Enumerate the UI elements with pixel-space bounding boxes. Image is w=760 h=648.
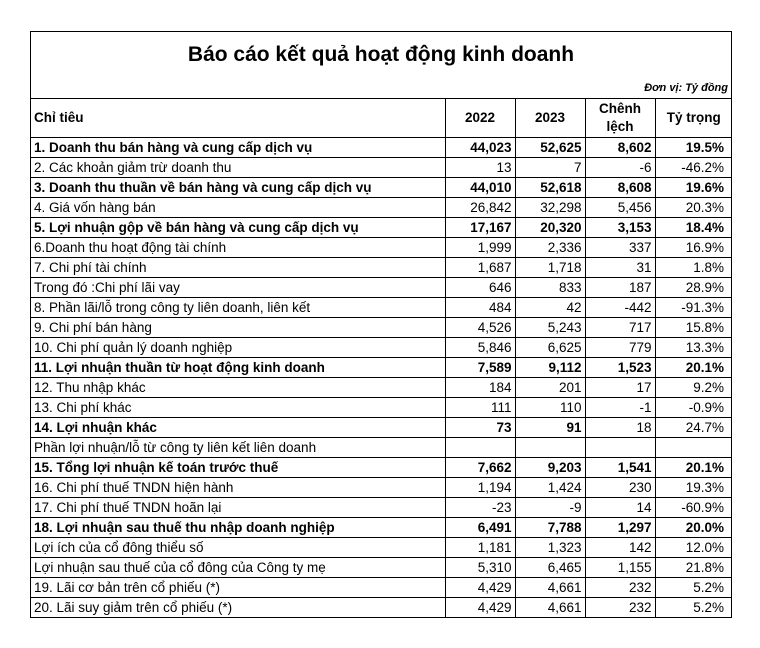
row-value-2023: 110 <box>515 398 585 418</box>
row-value-2022: 111 <box>445 398 515 418</box>
row-difference: 5,456 <box>585 198 655 218</box>
row-difference: 1,155 <box>585 558 655 578</box>
row-label: Phần lợi nhuận/lỗ từ công ty liên kết liên doanh <box>31 438 445 458</box>
report-title: Báo cáo kết quả hoạt động kinh doanh <box>187 43 575 66</box>
row-share: 20.0% <box>655 518 732 538</box>
header-2022: 2022 <box>445 99 515 138</box>
row-share: 24.7% <box>655 418 732 438</box>
table-header-row <box>31 99 732 138</box>
row-value-2023: 9,203 <box>515 458 585 478</box>
row-share: 9.2% <box>655 378 732 398</box>
table-row <box>31 338 732 358</box>
row-label: Trong đó :Chi phí lãi vay <box>31 278 445 298</box>
row-value-2022: 5,310 <box>445 558 515 578</box>
row-share: 21.8% <box>655 558 732 578</box>
row-difference: 18 <box>585 418 655 438</box>
table-row <box>31 458 732 478</box>
row-value-2023: 9,112 <box>515 358 585 378</box>
row-difference: 31 <box>585 258 655 278</box>
row-value-2023: 52,625 <box>515 138 585 158</box>
row-label: Lợi nhuận sau thuế của cổ đông của Công ty mẹ <box>31 558 445 578</box>
row-share: -46.2% <box>655 158 732 178</box>
row-difference: 337 <box>585 238 655 258</box>
row-share: -0.9% <box>655 398 732 418</box>
row-difference: 3,153 <box>585 218 655 238</box>
header-difference-line2: lệch <box>606 119 634 134</box>
row-share: 5.2% <box>655 578 732 598</box>
row-difference: 187 <box>585 278 655 298</box>
row-value-2023: 6,465 <box>515 558 585 578</box>
row-value-2023: 20,320 <box>515 218 585 238</box>
row-value-2022 <box>445 438 515 458</box>
table-row <box>31 318 732 338</box>
header-indicator: Chỉ tiêu <box>31 99 445 138</box>
row-value-2022: 1,999 <box>445 238 515 258</box>
row-label: 17. Chi phí thuế TNDN hoãn lại <box>31 498 445 518</box>
row-value-2022: 4,526 <box>445 318 515 338</box>
table-row <box>31 238 732 258</box>
row-value-2023: 1,424 <box>515 478 585 498</box>
row-label: Lợi ích của cổ đông thiểu số <box>31 538 445 558</box>
row-share: 28.9% <box>655 278 732 298</box>
income-statement-table <box>31 98 732 617</box>
row-difference: -442 <box>585 298 655 318</box>
row-value-2023: 2,336 <box>515 238 585 258</box>
row-difference: 230 <box>585 478 655 498</box>
table-row <box>31 598 732 618</box>
table-row <box>31 578 732 598</box>
row-difference: 232 <box>585 578 655 598</box>
table-row <box>31 158 732 178</box>
table-row <box>31 358 732 378</box>
table-row <box>31 278 732 298</box>
row-label: 9. Chi phí bán hàng <box>31 318 445 338</box>
row-value-2022: 6,491 <box>445 518 515 538</box>
table-row <box>31 438 732 458</box>
row-label: 20. Lãi suy giảm trên cổ phiếu (*) <box>31 598 445 618</box>
row-difference: 1,523 <box>585 358 655 378</box>
row-value-2022: 7,662 <box>445 458 515 478</box>
unit-note: Đơn vị: Tỷ đồng <box>644 82 728 94</box>
row-value-2022: 17,167 <box>445 218 515 238</box>
row-difference: 142 <box>585 538 655 558</box>
row-label: 10. Chi phí quản lý doanh nghiệp <box>31 338 445 358</box>
row-value-2022: 184 <box>445 378 515 398</box>
table-row <box>31 378 732 398</box>
row-difference: 14 <box>585 498 655 518</box>
row-label: 19. Lãi cơ bản trên cổ phiếu (*) <box>31 578 445 598</box>
row-share: 16.9% <box>655 238 732 258</box>
row-value-2022: 4,429 <box>445 598 515 618</box>
table-row <box>31 198 732 218</box>
row-value-2023: 833 <box>515 278 585 298</box>
row-label: 12. Thu nhập khác <box>31 378 445 398</box>
row-value-2023: 1,718 <box>515 258 585 278</box>
table-row <box>31 498 732 518</box>
table-body <box>31 138 732 618</box>
income-statement-report <box>30 31 732 618</box>
header-2023: 2023 <box>515 99 585 138</box>
row-value-2022: 44,023 <box>445 138 515 158</box>
row-value-2022: 13 <box>445 158 515 178</box>
row-value-2023: 42 <box>515 298 585 318</box>
row-share: -60.9% <box>655 498 732 518</box>
row-share: 19.3% <box>655 478 732 498</box>
row-value-2022: 5,846 <box>445 338 515 358</box>
row-value-2023: 7 <box>515 158 585 178</box>
table-row <box>31 538 732 558</box>
table-row <box>31 298 732 318</box>
row-difference: 8,602 <box>585 138 655 158</box>
row-label: 11. Lợi nhuận thuần từ hoạt động kinh doanh <box>31 358 445 378</box>
row-difference <box>585 438 655 458</box>
row-difference: 8,608 <box>585 178 655 198</box>
row-label: 15. Tổng lợi nhuận kế toán trước thuế <box>31 458 445 478</box>
row-label: 18. Lợi nhuận sau thuế thu nhập doanh nghiệp <box>31 518 445 538</box>
table-row <box>31 138 732 158</box>
row-label: 6.Doanh thu hoạt động tài chính <box>31 238 445 258</box>
row-share: 13.3% <box>655 338 732 358</box>
row-value-2023: 4,661 <box>515 598 585 618</box>
row-value-2023: 6,625 <box>515 338 585 358</box>
table-row <box>31 258 732 278</box>
row-value-2023: 4,661 <box>515 578 585 598</box>
row-value-2022: 26,842 <box>445 198 515 218</box>
row-label: 4. Giá vốn hàng bán <box>31 198 445 218</box>
row-value-2022: 73 <box>445 418 515 438</box>
row-value-2023: -9 <box>515 498 585 518</box>
table-row <box>31 218 732 238</box>
table-row <box>31 518 732 538</box>
row-share <box>655 438 732 458</box>
row-value-2022: 484 <box>445 298 515 318</box>
row-value-2023 <box>515 438 585 458</box>
row-label: 7. Chi phí tài chính <box>31 258 445 278</box>
row-value-2022: -23 <box>445 498 515 518</box>
row-share: -91.3% <box>655 298 732 318</box>
row-value-2022: 1,181 <box>445 538 515 558</box>
row-difference: -6 <box>585 158 655 178</box>
row-difference: -1 <box>585 398 655 418</box>
row-difference: 1,541 <box>585 458 655 478</box>
row-label: 2. Các khoản giảm trừ doanh thu <box>31 158 445 178</box>
row-share: 20.1% <box>655 358 732 378</box>
row-difference: 17 <box>585 378 655 398</box>
row-value-2023: 5,243 <box>515 318 585 338</box>
row-label: 5. Lợi nhuận gộp về bán hàng và cung cấp dịch vụ <box>31 218 445 238</box>
row-share: 15.8% <box>655 318 732 338</box>
row-label: 14. Lợi nhuận khác <box>31 418 445 438</box>
header-difference <box>585 99 655 138</box>
row-label: 3. Doanh thu thuần về bán hàng và cung cấp dịch vụ <box>31 178 445 198</box>
header-share: Tỷ trọng <box>655 99 732 138</box>
row-label: 1. Doanh thu bán hàng và cung cấp dịch vụ <box>31 138 445 158</box>
row-value-2023: 1,323 <box>515 538 585 558</box>
row-difference: 779 <box>585 338 655 358</box>
row-value-2022: 4,429 <box>445 578 515 598</box>
row-value-2023: 52,618 <box>515 178 585 198</box>
table-row <box>31 398 732 418</box>
table-row <box>31 558 732 578</box>
row-value-2022: 1,687 <box>445 258 515 278</box>
row-value-2022: 646 <box>445 278 515 298</box>
row-value-2023: 91 <box>515 418 585 438</box>
row-value-2023: 201 <box>515 378 585 398</box>
row-share: 19.6% <box>655 178 732 198</box>
row-value-2023: 32,298 <box>515 198 585 218</box>
row-label: 13. Chi phí khác <box>31 398 445 418</box>
row-share: 1.8% <box>655 258 732 278</box>
row-value-2023: 7,788 <box>515 518 585 538</box>
row-label: 8. Phần lãi/lỗ trong công ty liên doanh, liên kết <box>31 298 445 318</box>
row-share: 12.0% <box>655 538 732 558</box>
row-share: 18.4% <box>655 218 732 238</box>
row-share: 5.2% <box>655 598 732 618</box>
table-row <box>31 178 732 198</box>
row-difference: 717 <box>585 318 655 338</box>
row-share: 20.3% <box>655 198 732 218</box>
row-difference: 1,297 <box>585 518 655 538</box>
table-row <box>31 418 732 438</box>
header-difference-line1: Chênh <box>599 101 641 116</box>
row-value-2022: 1,194 <box>445 478 515 498</box>
row-value-2022: 44,010 <box>445 178 515 198</box>
row-share: 19.5% <box>655 138 732 158</box>
row-value-2022: 7,589 <box>445 358 515 378</box>
table-row <box>31 478 732 498</box>
row-label: 16. Chi phí thuế TNDN hiện hành <box>31 478 445 498</box>
row-difference: 232 <box>585 598 655 618</box>
row-share: 20.1% <box>655 458 732 478</box>
